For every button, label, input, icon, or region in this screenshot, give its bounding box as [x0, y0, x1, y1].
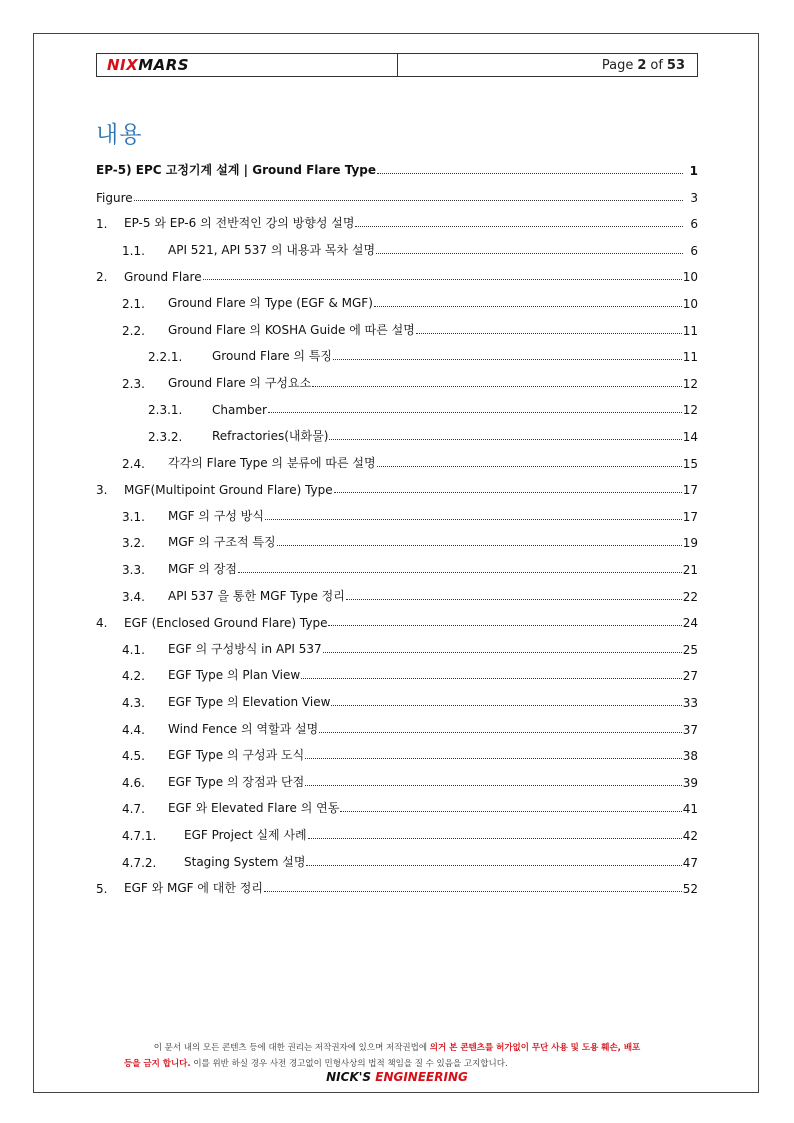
toc-entry-page: 27 [682, 669, 698, 684]
toc-entry[interactable] [96, 346, 698, 364]
toc-entry-title: Ground Flare 의 Type (EGF & MGF) [168, 296, 373, 310]
toc-entry[interactable] [96, 825, 698, 843]
toc-entry-number: 2. [96, 270, 108, 285]
toc-heading: 내용 [96, 122, 143, 148]
toc-dot-leader [334, 492, 682, 493]
toc-entry-title: Ground Flare 의 구성요소 [168, 375, 312, 390]
toc-entry[interactable] [96, 878, 698, 896]
toc-entry-page: 17 [682, 509, 698, 524]
toc-entry-title: API 537 을 통한 MGF Type 정리 [168, 588, 345, 603]
toc-entry[interactable] [96, 772, 698, 790]
toc-dot-leader [377, 466, 682, 467]
toc-entry[interactable] [96, 665, 698, 683]
toc-entry[interactable] [96, 719, 698, 737]
toc-entry-page: 47 [682, 855, 698, 870]
toc-entry-page: 11 [682, 323, 698, 338]
toc-entry-number: 3.3. [122, 563, 145, 577]
toc-entry-title: EGF Type 의 Plan View [168, 668, 301, 683]
toc-entry-title: Figure [96, 190, 133, 205]
toc-entry-title: 각각의 Flare Type 의 분류에 따른 설명 [168, 455, 376, 470]
toc-dot-leader [376, 253, 683, 254]
copyright-text: 이 문서 내의 모든 콘텐츠 등에 대한 권리는 저작권자에 있으며 저작권법에 [153, 1043, 430, 1053]
page-current: 2 [637, 57, 647, 73]
toc-entry[interactable] [96, 213, 698, 231]
toc-entry-title: EP-5) EPC 고정기계 설계 | Ground Flare Type [96, 163, 377, 177]
toc-entry-title: EGF Type 의 구성과 도식 [168, 748, 305, 763]
toc-entry-page: 19 [682, 536, 698, 551]
toc-dot-leader [377, 173, 683, 174]
toc-entry-number: 2.3. [122, 376, 145, 391]
toc-entry[interactable] [96, 532, 698, 550]
toc-entry[interactable] [96, 187, 698, 205]
toc-entry-number: 2.4. [122, 456, 145, 471]
toc-entry[interactable] [96, 612, 698, 630]
toc-dot-leader [374, 306, 682, 307]
toc-entry-page: 42 [682, 829, 698, 843]
page-of: of [650, 57, 663, 73]
toc-dot-leader [331, 705, 681, 706]
toc-entry[interactable] [96, 692, 698, 710]
toc-dot-leader [329, 439, 681, 440]
toc-entry-title: Staging System 설명 [184, 854, 306, 869]
toc-entry-number: 4.1. [122, 642, 145, 657]
toc-entry-title: API 521, API 537 의 내용과 목차 설명 [168, 242, 376, 257]
toc-dot-leader [264, 891, 682, 892]
header-logo-cell [97, 54, 398, 76]
toc-dot-leader [340, 811, 681, 812]
toc-dot-leader [416, 333, 682, 334]
toc-entry[interactable] [96, 399, 698, 417]
toc-entry-number: 4.3. [122, 696, 145, 710]
toc-entry[interactable] [96, 426, 698, 444]
toc-entry-page: 6 [690, 217, 698, 232]
toc-dot-leader [301, 678, 682, 679]
toc-dot-leader [305, 785, 682, 786]
toc-entry-page: 41 [682, 802, 698, 817]
toc-entry-title: MGF(Multipoint Ground Flare) Type [124, 483, 333, 498]
toc-entry-title: MGF 의 장점 [168, 562, 237, 576]
toc-entry-number: 3.1. [122, 509, 145, 524]
toc-entry[interactable] [96, 160, 698, 178]
copyright-warning-2: 등을 금지 합니다. [124, 1059, 191, 1069]
toc-entry-title: EGF Type 의 장점과 단점 [168, 774, 305, 789]
toc-entry-title: EP-5 와 EP-6 의 전반적인 강의 방향성 설명 [124, 216, 355, 231]
toc-entry-page: 38 [682, 749, 698, 764]
copyright-notice-line2 [0, 1057, 794, 1069]
toc-entry[interactable] [96, 852, 698, 870]
toc-entry-title: EGF (Enclosed Ground Flare) Type [124, 616, 328, 631]
toc-entry-page: 1 [689, 164, 698, 178]
toc-entry[interactable] [96, 479, 698, 497]
toc-dot-leader [268, 412, 682, 413]
toc-entry[interactable] [96, 240, 698, 258]
toc-entry[interactable] [96, 506, 698, 524]
copyright-notice-line1 [0, 1041, 794, 1053]
toc-entry-page: 37 [682, 722, 698, 737]
toc-entry-page: 11 [682, 350, 698, 365]
toc-entry-page: 3 [690, 190, 698, 205]
toc-entry[interactable] [96, 266, 698, 284]
toc-entry-title: MGF 의 구성 방식 [168, 508, 264, 523]
toc-entry-number: 4.7.1. [122, 829, 157, 843]
toc-entry-number: 2.2.1. [148, 350, 183, 365]
page-header [96, 53, 698, 77]
toc-entry-number: 4.2. [122, 669, 145, 684]
toc-entry-number: 2.1. [122, 297, 145, 311]
toc-entry[interactable] [96, 453, 698, 471]
toc-entry[interactable] [96, 586, 698, 604]
toc-entry-title: MGF 의 구조적 특징 [168, 535, 276, 550]
toc-entry-number: 2.3.2. [148, 430, 183, 444]
nixmars-logo [107, 56, 189, 74]
toc-entry-number: 1.1. [122, 243, 145, 258]
toc-entry-page: 22 [682, 589, 698, 604]
toc-entry-number: 5. [96, 882, 108, 897]
toc-entry[interactable] [96, 745, 698, 763]
toc-entry-page: 25 [682, 642, 698, 657]
copyright-warning: 의거 본 콘텐츠를 허가없이 무단 사용 및 도용 훼손, 배포 [429, 1043, 641, 1053]
toc-entry-number: 4. [96, 616, 108, 631]
toc-entry-page: 17 [682, 483, 698, 498]
toc-dot-leader [312, 386, 682, 387]
toc-dot-leader [238, 572, 682, 573]
toc-dot-leader [355, 226, 683, 227]
toc-entry-title: Wind Fence 의 역할과 설명 [168, 721, 319, 736]
toc-dot-leader [323, 652, 682, 653]
copyright-text-2: 이를 위반 하실 경우 사전 경고없이 민형사상의 법적 책임을 질 수 있음을 고지합니다. [190, 1059, 508, 1069]
toc-entry-number: 1. [96, 217, 108, 232]
toc-entry-page: 12 [682, 403, 698, 418]
toc-entry-page: 6 [690, 243, 698, 258]
toc-entry-page: 24 [682, 616, 698, 631]
toc-entry-number: 4.4. [122, 722, 145, 737]
toc-dot-leader [346, 599, 682, 600]
toc-dot-leader [306, 865, 681, 866]
nicks-engineering-brand [0, 1070, 794, 1084]
toc-dot-leader [277, 545, 682, 546]
toc-dot-leader [333, 359, 682, 360]
toc-entry-page: 52 [682, 882, 698, 897]
toc-entry-page: 33 [682, 696, 698, 710]
toc-dot-leader [203, 279, 682, 280]
toc-entry-page: 10 [682, 297, 698, 311]
toc-entry-number: 2.3.1. [148, 403, 183, 418]
page-total: 53 [666, 57, 685, 73]
toc-entry-page: 39 [682, 775, 698, 790]
toc-entry[interactable] [96, 320, 698, 338]
toc-entry-page: 12 [682, 376, 698, 391]
toc-dot-leader [319, 732, 682, 733]
logo-part-mars: MARS [138, 56, 190, 74]
logo-part-nix: NIX [107, 56, 139, 74]
toc-dot-leader [134, 200, 683, 201]
toc-entry[interactable] [96, 293, 698, 311]
toc-entry-number: 4.5. [122, 749, 145, 764]
toc-entry-number: 4.6. [122, 775, 145, 790]
toc-entry-page: 21 [682, 563, 698, 577]
toc-entry-title: Ground Flare 의 특징 [212, 349, 333, 364]
toc-dot-leader [305, 758, 682, 759]
toc-entry[interactable] [96, 373, 698, 391]
brand-part-1: NICK'S [326, 1070, 376, 1084]
toc-entry-title: EGF 와 Elevated Flare 의 연동 [168, 801, 340, 816]
toc-entry-number: 2.2. [122, 323, 145, 338]
toc-entry-number: 4.7.2. [122, 855, 157, 870]
toc-entry[interactable] [96, 798, 698, 816]
toc-entry-page: 10 [682, 270, 698, 285]
toc-entry-page: 15 [682, 456, 698, 471]
toc-entry-number: 3.4. [122, 589, 145, 604]
brand-part-2: ENGINEERING [375, 1070, 468, 1084]
toc-dot-leader [328, 625, 681, 626]
page-number [398, 54, 697, 76]
toc-entry-title: EGF 의 구성방식 in API 537 [168, 641, 322, 656]
toc-entry-title: Ground Flare 의 KOSHA Guide 에 따른 설명 [168, 322, 415, 337]
toc-entry-number: 4.7. [122, 802, 145, 817]
toc-entry-number: 3.2. [122, 536, 145, 551]
toc-entry-title: Chamber [212, 403, 267, 418]
toc-entry-title: EGF Type 의 Elevation View [168, 695, 331, 709]
toc-entry-title: EGF 와 MGF 에 대한 정리 [124, 881, 263, 896]
toc-entry-title: EGF Project 실제 사례 [184, 828, 307, 842]
toc-dot-leader [265, 519, 682, 520]
toc-entry-number: 3. [96, 483, 108, 498]
toc-dot-leader [308, 838, 682, 839]
page-prefix: Page [601, 57, 634, 73]
toc-entry-page: 14 [682, 430, 698, 444]
toc-entry-title: Ground Flare [124, 270, 202, 285]
toc-entry[interactable] [96, 559, 698, 577]
toc-entry-title: Refractories(내화물) [212, 429, 329, 443]
toc-entry[interactable] [96, 639, 698, 657]
